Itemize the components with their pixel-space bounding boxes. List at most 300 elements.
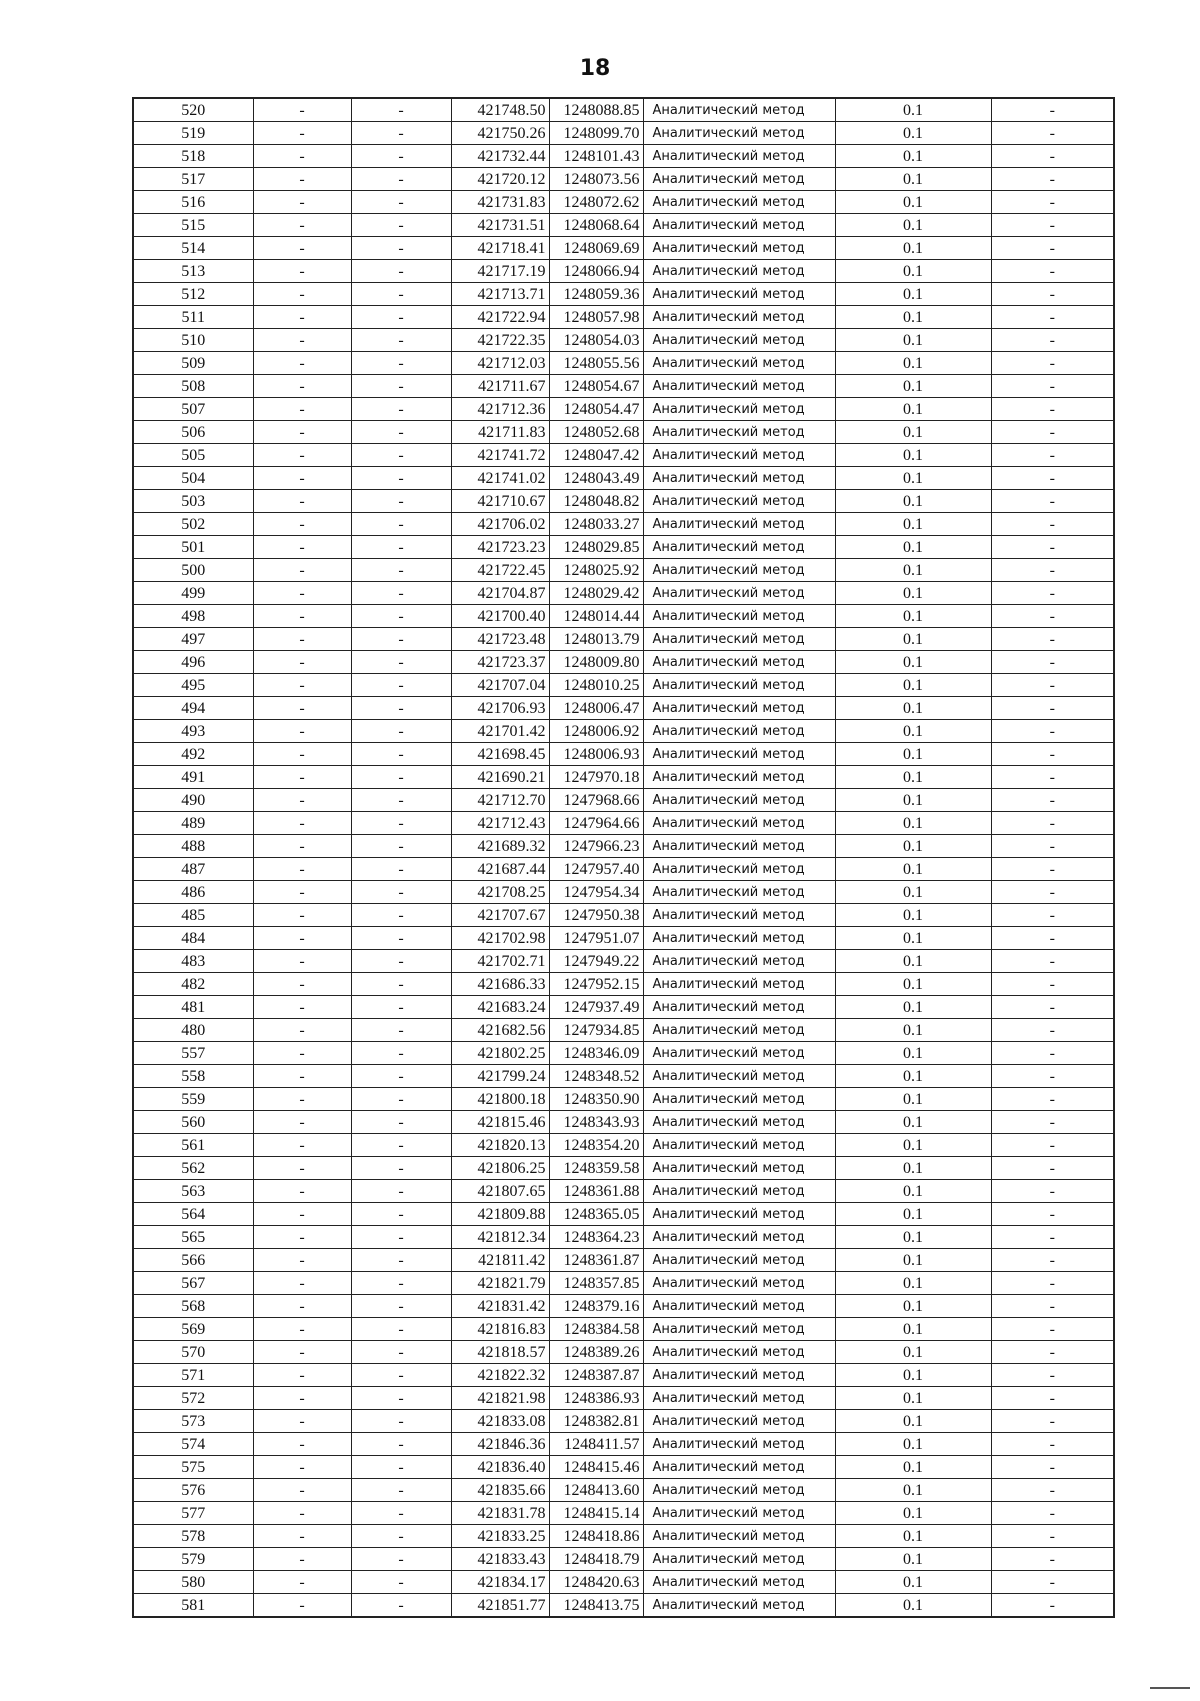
method-cell: Аналитический метод	[643, 283, 835, 306]
point-number-cell: 502	[133, 513, 253, 536]
x-coordinate-cell: 421831.78	[451, 1502, 549, 1525]
dash-cell-b: -	[351, 582, 451, 605]
accuracy-cell: 0.1	[835, 444, 991, 467]
dash-cell-c: -	[991, 1479, 1114, 1502]
dash-cell-a: -	[253, 98, 351, 122]
accuracy-cell: 0.1	[835, 1318, 991, 1341]
y-coordinate-cell: 1248009.80	[549, 651, 643, 674]
y-coordinate-cell: 1248006.92	[549, 720, 643, 743]
dash-cell-b: -	[351, 444, 451, 467]
accuracy-cell: 0.1	[835, 1456, 991, 1479]
dash-cell-c: -	[991, 1548, 1114, 1571]
accuracy-cell: 0.1	[835, 973, 991, 996]
dash-cell-b: -	[351, 1134, 451, 1157]
y-coordinate-cell: 1248379.16	[549, 1295, 643, 1318]
dash-cell-a: -	[253, 1088, 351, 1111]
accuracy-cell: 0.1	[835, 1295, 991, 1318]
x-coordinate-cell: 421689.32	[451, 835, 549, 858]
dash-cell-b: -	[351, 973, 451, 996]
table-row	[133, 1479, 1114, 1502]
y-coordinate-cell: 1248365.05	[549, 1203, 643, 1226]
point-number-cell: 483	[133, 950, 253, 973]
point-number-cell: 499	[133, 582, 253, 605]
dash-cell-b: -	[351, 398, 451, 421]
accuracy-cell: 0.1	[835, 628, 991, 651]
x-coordinate-cell: 421741.02	[451, 467, 549, 490]
x-coordinate-cell: 421717.19	[451, 260, 549, 283]
dash-cell-a: -	[253, 145, 351, 168]
accuracy-cell: 0.1	[835, 237, 991, 260]
y-coordinate-cell: 1248348.52	[549, 1065, 643, 1088]
table-row	[133, 1502, 1114, 1525]
x-coordinate-cell: 421731.51	[451, 214, 549, 237]
dash-cell-b: -	[351, 743, 451, 766]
accuracy-cell: 0.1	[835, 812, 991, 835]
accuracy-cell: 0.1	[835, 1065, 991, 1088]
y-coordinate-cell: 1248069.69	[549, 237, 643, 260]
dash-cell-c: -	[991, 605, 1114, 628]
dash-cell-b: -	[351, 697, 451, 720]
accuracy-cell: 0.1	[835, 1594, 991, 1618]
table-row	[133, 1111, 1114, 1134]
table-row	[133, 191, 1114, 214]
dash-cell-b: -	[351, 628, 451, 651]
x-coordinate-cell: 421702.71	[451, 950, 549, 973]
point-number-cell: 519	[133, 122, 253, 145]
x-coordinate-cell: 421700.40	[451, 605, 549, 628]
x-coordinate-cell: 421710.67	[451, 490, 549, 513]
dash-cell-c: -	[991, 467, 1114, 490]
method-cell: Аналитический метод	[643, 605, 835, 628]
dash-cell-a: -	[253, 743, 351, 766]
y-coordinate-cell: 1248073.56	[549, 168, 643, 191]
y-coordinate-cell: 1248418.86	[549, 1525, 643, 1548]
x-coordinate-cell: 421711.83	[451, 421, 549, 444]
y-coordinate-cell: 1248068.64	[549, 214, 643, 237]
dash-cell-c: -	[991, 1594, 1114, 1618]
method-cell: Аналитический метод	[643, 1295, 835, 1318]
method-cell: Аналитический метод	[643, 1249, 835, 1272]
dash-cell-b: -	[351, 881, 451, 904]
point-number-cell: 515	[133, 214, 253, 237]
dash-cell-b: -	[351, 1249, 451, 1272]
method-cell: Аналитический метод	[643, 996, 835, 1019]
method-cell: Аналитический метод	[643, 329, 835, 352]
dash-cell-a: -	[253, 1410, 351, 1433]
y-coordinate-cell: 1247954.34	[549, 881, 643, 904]
dash-cell-a: -	[253, 1249, 351, 1272]
method-cell: Аналитический метод	[643, 1318, 835, 1341]
accuracy-cell: 0.1	[835, 1341, 991, 1364]
dash-cell-a: -	[253, 1157, 351, 1180]
x-coordinate-cell: 421833.08	[451, 1410, 549, 1433]
dash-cell-b: -	[351, 605, 451, 628]
x-coordinate-cell: 421835.66	[451, 1479, 549, 1502]
dash-cell-c: -	[991, 1065, 1114, 1088]
dash-cell-b: -	[351, 283, 451, 306]
x-coordinate-cell: 421712.70	[451, 789, 549, 812]
table-row	[133, 973, 1114, 996]
dash-cell-b: -	[351, 835, 451, 858]
table-row	[133, 1410, 1114, 1433]
x-coordinate-cell: 421833.25	[451, 1525, 549, 1548]
x-coordinate-cell: 421846.36	[451, 1433, 549, 1456]
method-cell: Аналитический метод	[643, 306, 835, 329]
method-cell: Аналитический метод	[643, 1157, 835, 1180]
x-coordinate-cell: 421748.50	[451, 98, 549, 122]
dash-cell-a: -	[253, 513, 351, 536]
x-coordinate-cell: 421821.79	[451, 1272, 549, 1295]
table-row	[133, 536, 1114, 559]
method-cell: Аналитический метод	[643, 214, 835, 237]
dash-cell-b: -	[351, 214, 451, 237]
dash-cell-b: -	[351, 1157, 451, 1180]
dash-cell-c: -	[991, 812, 1114, 835]
x-coordinate-cell: 421712.03	[451, 352, 549, 375]
y-coordinate-cell: 1248066.94	[549, 260, 643, 283]
point-number-cell: 514	[133, 237, 253, 260]
dash-cell-c: -	[991, 651, 1114, 674]
table-row	[133, 1456, 1114, 1479]
point-number-cell: 568	[133, 1295, 253, 1318]
dash-cell-a: -	[253, 329, 351, 352]
dash-cell-c: -	[991, 1088, 1114, 1111]
point-number-cell: 518	[133, 145, 253, 168]
table-row	[133, 122, 1114, 145]
table-row	[133, 1318, 1114, 1341]
dash-cell-a: -	[253, 1433, 351, 1456]
coordinates-table	[132, 97, 1115, 1618]
x-coordinate-cell: 421812.34	[451, 1226, 549, 1249]
table-row	[133, 628, 1114, 651]
dash-cell-c: -	[991, 375, 1114, 398]
dash-cell-b: -	[351, 306, 451, 329]
x-coordinate-cell: 421821.98	[451, 1387, 549, 1410]
accuracy-cell: 0.1	[835, 1410, 991, 1433]
dash-cell-c: -	[991, 789, 1114, 812]
dash-cell-b: -	[351, 1088, 451, 1111]
method-cell: Аналитический метод	[643, 559, 835, 582]
y-coordinate-cell: 1248013.79	[549, 628, 643, 651]
accuracy-cell: 0.1	[835, 720, 991, 743]
x-coordinate-cell: 421712.43	[451, 812, 549, 835]
table-row	[133, 1157, 1114, 1180]
accuracy-cell: 0.1	[835, 1272, 991, 1295]
method-cell: Аналитический метод	[643, 352, 835, 375]
method-cell: Аналитический метод	[643, 1042, 835, 1065]
accuracy-cell: 0.1	[835, 1502, 991, 1525]
accuracy-cell: 0.1	[835, 858, 991, 881]
accuracy-cell: 0.1	[835, 1249, 991, 1272]
y-coordinate-cell: 1248364.23	[549, 1226, 643, 1249]
dash-cell-a: -	[253, 191, 351, 214]
point-number-cell: 580	[133, 1571, 253, 1594]
method-cell: Аналитический метод	[643, 260, 835, 283]
dash-cell-b: -	[351, 674, 451, 697]
point-number-cell: 496	[133, 651, 253, 674]
accuracy-cell: 0.1	[835, 582, 991, 605]
y-coordinate-cell: 1248052.68	[549, 421, 643, 444]
accuracy-cell: 0.1	[835, 881, 991, 904]
accuracy-cell: 0.1	[835, 168, 991, 191]
dash-cell-c: -	[991, 628, 1114, 651]
dash-cell-b: -	[351, 260, 451, 283]
accuracy-cell: 0.1	[835, 904, 991, 927]
table-row	[133, 214, 1114, 237]
point-number-cell: 561	[133, 1134, 253, 1157]
dash-cell-c: -	[991, 260, 1114, 283]
point-number-cell: 486	[133, 881, 253, 904]
dash-cell-c: -	[991, 835, 1114, 858]
accuracy-cell: 0.1	[835, 1111, 991, 1134]
point-number-cell: 576	[133, 1479, 253, 1502]
dash-cell-b: -	[351, 1479, 451, 1502]
dash-cell-b: -	[351, 904, 451, 927]
method-cell: Аналитический метод	[643, 398, 835, 421]
table-row	[133, 329, 1114, 352]
table-row	[133, 513, 1114, 536]
x-coordinate-cell: 421820.13	[451, 1134, 549, 1157]
dash-cell-b: -	[351, 651, 451, 674]
table-row	[133, 145, 1114, 168]
table-row	[133, 444, 1114, 467]
accuracy-cell: 0.1	[835, 1387, 991, 1410]
dash-cell-a: -	[253, 950, 351, 973]
x-coordinate-cell: 421732.44	[451, 145, 549, 168]
y-coordinate-cell: 1247957.40	[549, 858, 643, 881]
accuracy-cell: 0.1	[835, 1157, 991, 1180]
y-coordinate-cell: 1248047.42	[549, 444, 643, 467]
dash-cell-c: -	[991, 145, 1114, 168]
table-row	[133, 996, 1114, 1019]
accuracy-cell: 0.1	[835, 329, 991, 352]
dash-cell-b: -	[351, 1180, 451, 1203]
x-coordinate-cell: 421799.24	[451, 1065, 549, 1088]
corner-mark	[1150, 1687, 1190, 1693]
dash-cell-c: -	[991, 237, 1114, 260]
point-number-cell: 495	[133, 674, 253, 697]
x-coordinate-cell: 421713.71	[451, 283, 549, 306]
dash-cell-a: -	[253, 283, 351, 306]
dash-cell-c: -	[991, 1318, 1114, 1341]
x-coordinate-cell: 421723.48	[451, 628, 549, 651]
dash-cell-c: -	[991, 1042, 1114, 1065]
method-cell: Аналитический метод	[643, 697, 835, 720]
dash-cell-c: -	[991, 444, 1114, 467]
point-number-cell: 516	[133, 191, 253, 214]
method-cell: Аналитический метод	[643, 237, 835, 260]
method-cell: Аналитический метод	[643, 1272, 835, 1295]
dash-cell-b: -	[351, 421, 451, 444]
dash-cell-a: -	[253, 168, 351, 191]
dash-cell-b: -	[351, 191, 451, 214]
method-cell: Аналитический метод	[643, 1065, 835, 1088]
x-coordinate-cell: 421809.88	[451, 1203, 549, 1226]
table-row	[133, 1203, 1114, 1226]
x-coordinate-cell: 421687.44	[451, 858, 549, 881]
y-coordinate-cell: 1248357.85	[549, 1272, 643, 1295]
y-coordinate-cell: 1248386.93	[549, 1387, 643, 1410]
dash-cell-b: -	[351, 145, 451, 168]
accuracy-cell: 0.1	[835, 1134, 991, 1157]
dash-cell-b: -	[351, 1203, 451, 1226]
y-coordinate-cell: 1248054.67	[549, 375, 643, 398]
point-number-cell: 513	[133, 260, 253, 283]
point-number-cell: 565	[133, 1226, 253, 1249]
accuracy-cell: 0.1	[835, 1088, 991, 1111]
point-number-cell: 492	[133, 743, 253, 766]
accuracy-cell: 0.1	[835, 651, 991, 674]
table-row	[133, 559, 1114, 582]
table-row	[133, 283, 1114, 306]
dash-cell-b: -	[351, 789, 451, 812]
y-coordinate-cell: 1247968.66	[549, 789, 643, 812]
method-cell: Аналитический метод	[643, 1410, 835, 1433]
page-number: 18	[579, 56, 611, 81]
dash-cell-c: -	[991, 1502, 1114, 1525]
dash-cell-c: -	[991, 191, 1114, 214]
method-cell: Аналитический метод	[643, 835, 835, 858]
table-row	[133, 1548, 1114, 1571]
table-row	[133, 582, 1114, 605]
table-row	[133, 1295, 1114, 1318]
table-row	[133, 1226, 1114, 1249]
point-number-cell: 507	[133, 398, 253, 421]
dash-cell-b: -	[351, 720, 451, 743]
dash-cell-a: -	[253, 1525, 351, 1548]
method-cell: Аналитический метод	[643, 927, 835, 950]
table-row	[133, 421, 1114, 444]
dash-cell-a: -	[253, 766, 351, 789]
method-cell: Аналитический метод	[643, 950, 835, 973]
y-coordinate-cell: 1248382.81	[549, 1410, 643, 1433]
dash-cell-c: -	[991, 122, 1114, 145]
dash-cell-c: -	[991, 1525, 1114, 1548]
dash-cell-a: -	[253, 1042, 351, 1065]
accuracy-cell: 0.1	[835, 789, 991, 812]
dash-cell-a: -	[253, 858, 351, 881]
table-row	[133, 237, 1114, 260]
y-coordinate-cell: 1248033.27	[549, 513, 643, 536]
dash-cell-c: -	[991, 720, 1114, 743]
method-cell: Аналитический метод	[643, 1571, 835, 1594]
x-coordinate-cell: 421706.02	[451, 513, 549, 536]
dash-cell-c: -	[991, 1180, 1114, 1203]
dash-cell-c: -	[991, 1571, 1114, 1594]
x-coordinate-cell: 421807.65	[451, 1180, 549, 1203]
x-coordinate-cell: 421701.42	[451, 720, 549, 743]
y-coordinate-cell: 1248415.46	[549, 1456, 643, 1479]
accuracy-cell: 0.1	[835, 1571, 991, 1594]
point-number-cell: 511	[133, 306, 253, 329]
method-cell: Аналитический метод	[643, 582, 835, 605]
accuracy-cell: 0.1	[835, 145, 991, 168]
y-coordinate-cell: 1248420.63	[549, 1571, 643, 1594]
point-number-cell: 504	[133, 467, 253, 490]
x-coordinate-cell: 421731.83	[451, 191, 549, 214]
accuracy-cell: 0.1	[835, 490, 991, 513]
y-coordinate-cell: 1248346.09	[549, 1042, 643, 1065]
x-coordinate-cell: 421811.42	[451, 1249, 549, 1272]
dash-cell-c: -	[991, 513, 1114, 536]
point-number-cell: 560	[133, 1111, 253, 1134]
table-row	[133, 398, 1114, 421]
x-coordinate-cell: 421686.33	[451, 973, 549, 996]
x-coordinate-cell: 421722.35	[451, 329, 549, 352]
dash-cell-a: -	[253, 628, 351, 651]
dash-cell-c: -	[991, 697, 1114, 720]
dash-cell-b: -	[351, 1548, 451, 1571]
dash-cell-c: -	[991, 306, 1114, 329]
dash-cell-b: -	[351, 352, 451, 375]
dash-cell-a: -	[253, 881, 351, 904]
method-cell: Аналитический метод	[643, 513, 835, 536]
point-number-cell: 485	[133, 904, 253, 927]
point-number-cell: 558	[133, 1065, 253, 1088]
table-row	[133, 1387, 1114, 1410]
accuracy-cell: 0.1	[835, 743, 991, 766]
point-number-cell: 512	[133, 283, 253, 306]
table-row	[133, 881, 1114, 904]
dash-cell-a: -	[253, 674, 351, 697]
dash-cell-b: -	[351, 858, 451, 881]
dash-cell-b: -	[351, 490, 451, 513]
dash-cell-b: -	[351, 1594, 451, 1618]
accuracy-cell: 0.1	[835, 421, 991, 444]
table-row	[133, 1249, 1114, 1272]
dash-cell-c: -	[991, 881, 1114, 904]
point-number-cell: 579	[133, 1548, 253, 1571]
method-cell: Аналитический метод	[643, 1341, 835, 1364]
dash-cell-a: -	[253, 536, 351, 559]
x-coordinate-cell: 421802.25	[451, 1042, 549, 1065]
table-row	[133, 168, 1114, 191]
dash-cell-a: -	[253, 996, 351, 1019]
y-coordinate-cell: 1247970.18	[549, 766, 643, 789]
dash-cell-b: -	[351, 812, 451, 835]
accuracy-cell: 0.1	[835, 605, 991, 628]
x-coordinate-cell: 421706.93	[451, 697, 549, 720]
x-coordinate-cell: 421816.83	[451, 1318, 549, 1341]
dash-cell-a: -	[253, 1387, 351, 1410]
y-coordinate-cell: 1248359.58	[549, 1157, 643, 1180]
accuracy-cell: 0.1	[835, 1019, 991, 1042]
dash-cell-a: -	[253, 973, 351, 996]
y-coordinate-cell: 1248057.98	[549, 306, 643, 329]
dash-cell-a: -	[253, 398, 351, 421]
dash-cell-a: -	[253, 812, 351, 835]
point-number-cell: 562	[133, 1157, 253, 1180]
x-coordinate-cell: 421818.57	[451, 1341, 549, 1364]
table-row	[133, 375, 1114, 398]
dash-cell-b: -	[351, 168, 451, 191]
point-number-cell: 559	[133, 1088, 253, 1111]
method-cell: Аналитический метод	[643, 1364, 835, 1387]
dash-cell-a: -	[253, 1203, 351, 1226]
dash-cell-c: -	[991, 1387, 1114, 1410]
dash-cell-c: -	[991, 927, 1114, 950]
dash-cell-c: -	[991, 1249, 1114, 1272]
method-cell: Аналитический метод	[643, 1525, 835, 1548]
table-row	[133, 490, 1114, 513]
dash-cell-a: -	[253, 1295, 351, 1318]
method-cell: Аналитический метод	[643, 651, 835, 674]
point-number-cell: 481	[133, 996, 253, 1019]
accuracy-cell: 0.1	[835, 214, 991, 237]
x-coordinate-cell: 421711.67	[451, 375, 549, 398]
dash-cell-c: -	[991, 1203, 1114, 1226]
point-number-cell: 570	[133, 1341, 253, 1364]
